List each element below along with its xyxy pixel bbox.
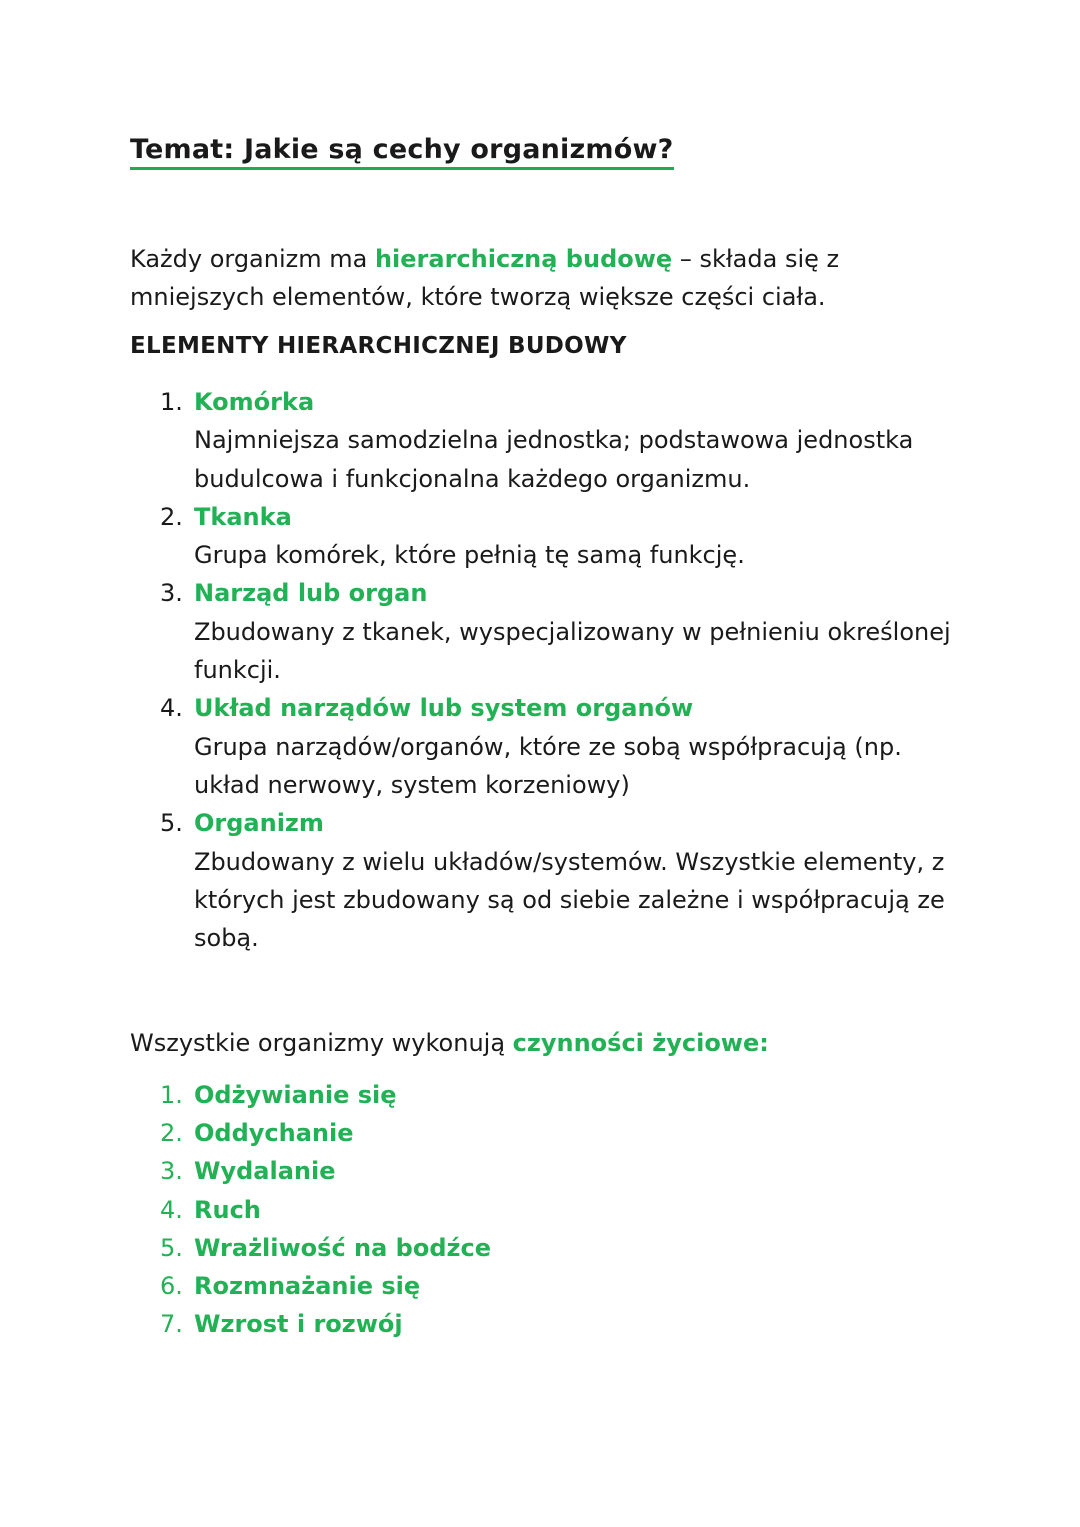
vital-item [160, 1114, 491, 1152]
intro-highlight: hierarchiczną budowę [374, 245, 673, 273]
page-title: Temat: Jakie są cechy organizmów? [130, 134, 674, 170]
hierarchy-item [160, 689, 960, 804]
vital-number: 6. [160, 1272, 183, 1301]
item-title: Komórka [194, 388, 315, 416]
vital-number: 1. [160, 1081, 183, 1109]
vital-functions-list [160, 1076, 491, 1343]
hierarchy-item [160, 498, 960, 575]
vital-highlight: czynności życiowe: [512, 1029, 769, 1057]
vital-label: Odżywianie się [194, 1081, 397, 1109]
item-number: 4. [160, 694, 183, 723]
vital-number: 5. [160, 1233, 183, 1262]
item-description: Grupa komórek, które pełnią tę samą funkcję. [194, 541, 745, 570]
vital-item [160, 1267, 491, 1305]
item-title: Tkanka [194, 502, 292, 531]
item-title: Narząd lub organ [194, 579, 428, 608]
vital-number: 3. [160, 1157, 183, 1186]
vital-label: Oddychanie [194, 1119, 354, 1148]
vital-item [160, 1305, 491, 1343]
intro-text-after: – składa się z mniejszych elementów, które tworzą większe części ciała. [130, 245, 840, 311]
item-number: 2. [160, 502, 183, 531]
intro-paragraph [130, 240, 950, 316]
vital-intro [130, 1024, 769, 1062]
hierarchy-item [160, 383, 960, 498]
vital-number: 7. [160, 1310, 183, 1339]
hierarchy-item [160, 804, 960, 957]
vital-number: 2. [160, 1119, 183, 1148]
hierarchy-list [160, 383, 960, 957]
vital-item [160, 1152, 491, 1190]
section-heading: ELEMENTY HIERARCHICZNEJ BUDOWY [130, 333, 627, 359]
item-description: Zbudowany z tkanek, wyspecjalizowany w pełnieniu określonej funkcji. [194, 617, 951, 685]
vital-label: Ruch [194, 1195, 261, 1224]
vital-number: 4. [160, 1195, 183, 1224]
vital-label: Rozmnażanie się [194, 1272, 421, 1301]
vital-item [160, 1191, 491, 1229]
vital-item [160, 1076, 491, 1114]
item-number: 5. [160, 809, 183, 838]
vital-text-before: Wszystkie organizmy wykonują [130, 1029, 513, 1057]
vital-item [160, 1229, 491, 1267]
item-description: Najmniejsza samodzielna jednostka; podstawowa jednostka budulcowa i funkcjonalna każdego organizmu. [194, 426, 914, 493]
vital-label: Wrażliwość na bodźce [194, 1233, 491, 1262]
item-description: Grupa narządów/organów, które ze sobą współpracują (np. układ nerwowy, system korzeniowy) [194, 732, 902, 799]
item-number: 1. [160, 388, 183, 416]
vital-label: Wzrost i rozwój [194, 1310, 403, 1339]
item-number: 3. [160, 579, 183, 608]
hierarchy-item [160, 574, 960, 689]
item-title: Układ narządów lub system organów [194, 694, 694, 723]
vital-label: Wydalanie [194, 1157, 336, 1186]
intro-text-before: Każdy organizm ma [130, 245, 375, 273]
item-description: Zbudowany z wielu układów/systemów. Wszystkie elementy, z których jest zbudowany są od siebie zależne i współpracują ze sobą. [194, 847, 945, 953]
item-title: Organizm [194, 809, 324, 838]
